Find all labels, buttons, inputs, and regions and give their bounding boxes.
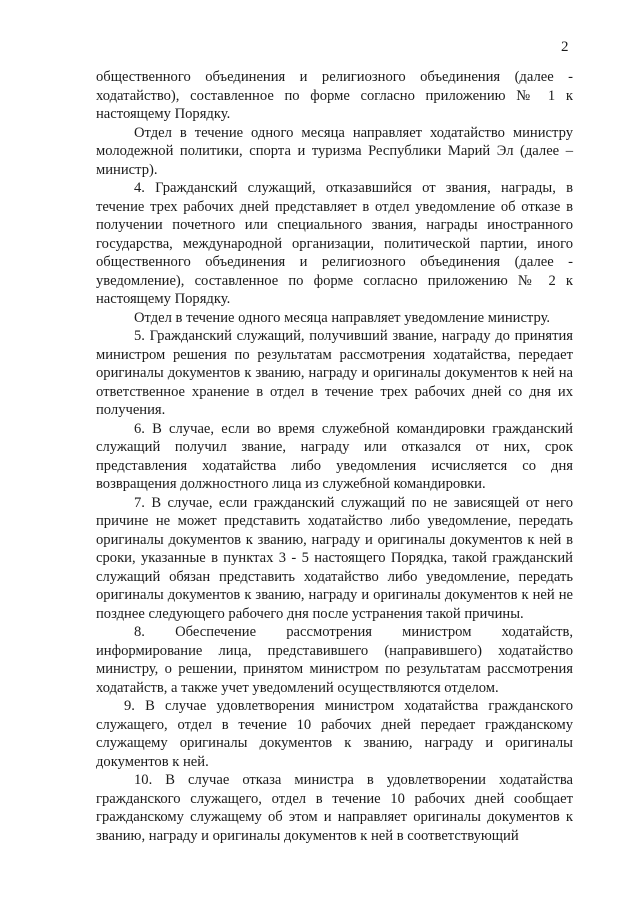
paragraph-continuation: общественного объединения и религиозного объединения (далее - ходатайство), составленное по форме согласно приложению № 1 к настоящему Порядку. (96, 69, 573, 122)
paragraph-clause-5: 5. Гражданский служащий, получивший звание, награду до принятия министром решения по результатам рассмотрения ходатайства, передает оригиналы документов к званию, награду и оригиналы документов к ней на ответственное хранение в отдел в течение трех рабочих дней со дня их получения. (96, 328, 573, 418)
document-body (96, 68, 573, 845)
paragraph-dept-forwards-petition: Отдел в течение одного месяца направляет ходатайство министру молодежной политики, спорта и туризма Республики Марий Эл (далее – министр). (96, 124, 573, 178)
paragraph-clause-4: 4. Гражданский служащий, отказавшийся от звания, награды, в течение трех рабочих дней представляет в отдел уведомление об отказе в получении почетного или специального звания, награды иностранного государства, международной организации, политической партии, иного общественного объединения и религиозного объединения (далее - уведомление), составленное по форме согласно приложению № 2 к настоящему Порядку. (96, 180, 573, 307)
paragraph-clause-9: 9. В случае удовлетворения министром ходатайства гражданского служащего, отдел в течение 10 рабочих дней передает гражданскому служащему оригиналы документов к званию, награду и оригиналы документов к ней. (96, 698, 573, 770)
paragraph-clause-8: 8. Обеспечение рассмотрения министром ходатайств, информирование лица, представившего (направившего) ходатайство министру, о решении, принятом министром по результатам рассмотрения ходатайств, а также учет уведомлений осуществляются отделом. (96, 624, 573, 696)
paragraph-dept-forwards-notice: Отдел в течение одного месяца направляет уведомление министру. (134, 309, 551, 326)
paragraph-clause-6: 6. В случае, если во время служебной командировки гражданский служащий получил звание, награду или отказался от них, срок представления ходатайства либо уведомления исчисляется со дня возвращения должностного лица из служебной командировки. (96, 420, 573, 492)
paragraph-clause-10: 10. В случае отказа министра в удовлетворении ходатайства гражданского служащего, отдел в течение 10 рабочих дней сообщает гражданскому служащему об этом и направляет оригиналы документов к званию, награду и оригиналы документов к ней в соответствующий (96, 772, 573, 844)
page-number: 2 (561, 39, 569, 55)
paragraph-clause-7: 7. В случае, если гражданский служащий по не зависящей от него причине не может представить ходатайство либо уведомление, передать оригиналы документов к званию, награду и оригиналы документов к ней в сроки, указанные в пунктах 3 - 5 настоящего Порядка, такой гражданский служащий обязан представить ходатайство либо уведомление, передать оригиналы документов к званию, награду и оригиналы документов к ней не позднее следующего рабочего дня после устранения такой причины. (96, 494, 573, 622)
